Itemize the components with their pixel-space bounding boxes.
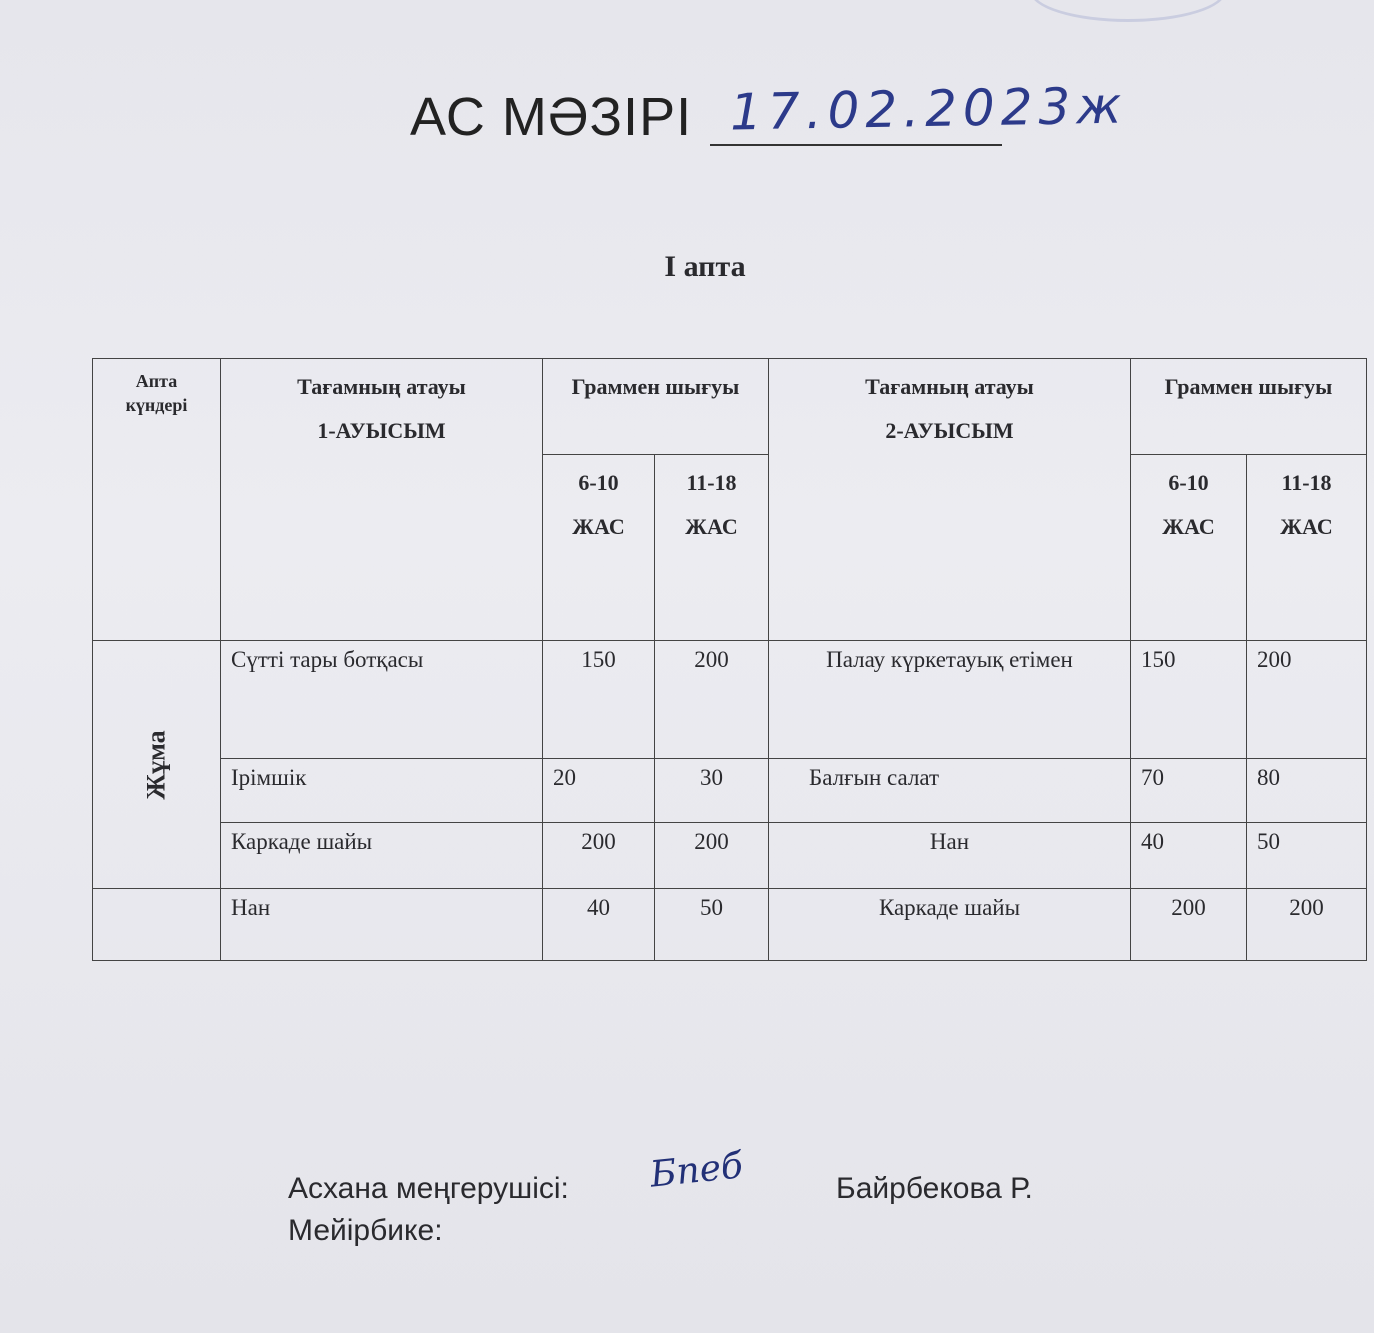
dish2-cell: Балғын салат	[769, 759, 1131, 823]
table-row	[93, 759, 1367, 823]
dish1-cell: Сүтті тары ботқасы	[221, 641, 543, 759]
page-title: АС МӘЗІРІ	[410, 87, 693, 147]
dish2-cell: Палау күркетауық етімен	[769, 641, 1131, 759]
header-dish1-shift: 1-АУЫСЫМ	[317, 418, 446, 443]
grams-cell: 200	[1247, 889, 1367, 961]
grams-cell: 50	[655, 889, 769, 961]
dish2-cell: Нан	[769, 823, 1131, 889]
header-grams-shift2: Граммен шығуы	[1131, 359, 1367, 455]
header-dish-shift1	[221, 359, 543, 641]
dish1-cell: Каркаде шайы	[221, 823, 543, 889]
day-label: Жұма	[141, 729, 171, 800]
header-days: Апта күндері	[93, 359, 221, 641]
grams-cell: 20	[543, 759, 655, 823]
grams-cell: 150	[1131, 641, 1247, 759]
nurse-label: Мейірбике:	[288, 1214, 443, 1247]
grams-cell: 50	[1247, 823, 1367, 889]
handwritten-date: 17.02.2023ж	[729, 76, 1128, 142]
signature: Бпеб	[648, 1145, 745, 1196]
stamp-mark	[1030, 0, 1226, 22]
grams-cell: 150	[543, 641, 655, 759]
day-cell	[93, 641, 221, 889]
age-col-6-10-s1: 6-10 ЖАС	[543, 455, 655, 641]
age-col-11-18-s1: 11-18 ЖАС	[655, 455, 769, 641]
grams-cell: 200	[655, 641, 769, 759]
header-dish-shift2	[769, 359, 1131, 641]
grams-cell: 30	[655, 759, 769, 823]
grams-cell: 200	[543, 823, 655, 889]
menu-table	[92, 358, 1367, 961]
day-cell-empty	[93, 889, 221, 961]
header-dish2-shift: 2-АУЫСЫМ	[885, 418, 1014, 443]
grams-cell: 200	[655, 823, 769, 889]
grams-cell: 40	[543, 889, 655, 961]
age-col-6-10-s2: 6-10 ЖАС	[1131, 455, 1247, 641]
table-row	[93, 823, 1367, 889]
date-underline	[710, 144, 1002, 146]
grams-cell: 70	[1131, 759, 1247, 823]
manager-name: Байрбекова Р.	[836, 1172, 1033, 1205]
grams-cell: 40	[1131, 823, 1247, 889]
age-col-11-18-s2: 11-18 ЖАС	[1247, 455, 1367, 641]
table-row	[93, 641, 1367, 759]
grams-cell: 200	[1247, 641, 1367, 759]
grams-cell: 80	[1247, 759, 1367, 823]
header-grams-shift1: Граммен шығуы	[543, 359, 769, 455]
manager-label: Асхана меңгерушісі:	[288, 1172, 569, 1205]
table-row	[93, 889, 1367, 961]
dish2-cell: Каркаде шайы	[769, 889, 1131, 961]
header-dish2-title: Тағамның атауы	[865, 374, 1034, 399]
week-label: І апта	[664, 250, 746, 283]
dish1-cell: Нан	[221, 889, 543, 961]
grams-cell: 200	[1131, 889, 1247, 961]
header-dish1-title: Тағамның атауы	[297, 374, 466, 399]
dish1-cell: Ірімшік	[221, 759, 543, 823]
